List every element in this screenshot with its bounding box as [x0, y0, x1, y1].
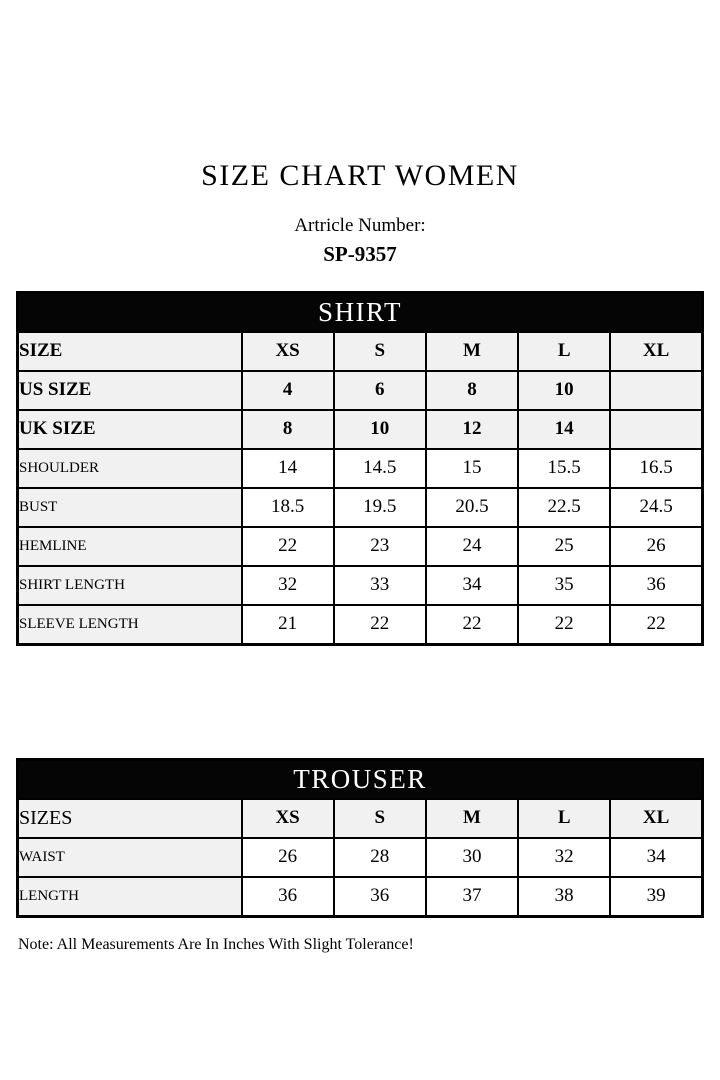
table-row — [18, 605, 703, 645]
value-cell: 26 — [610, 527, 702, 566]
value-cell: 34 — [426, 566, 518, 605]
table-row — [18, 877, 703, 917]
row-label: WAIST — [18, 838, 242, 877]
value-cell: 15 — [426, 449, 518, 488]
table-row — [18, 449, 703, 488]
article-number-value: SP-9357 — [323, 241, 397, 266]
shirt-table-banner-row — [18, 292, 703, 332]
shirt-size-table — [16, 291, 704, 646]
value-cell: 38 — [518, 877, 610, 917]
value-cell: L — [518, 799, 610, 838]
value-cell: 16.5 — [610, 449, 702, 488]
value-cell: M — [426, 799, 518, 838]
value-cell: 22 — [610, 605, 702, 645]
value-cell: XL — [610, 799, 702, 838]
value-cell: 32 — [518, 838, 610, 877]
value-cell: 26 — [242, 838, 334, 877]
value-cell: 15.5 — [518, 449, 610, 488]
table-row — [18, 410, 703, 449]
value-cell: 24 — [426, 527, 518, 566]
measurement-note: Note: All Measurements Are In Inches With Slight Tolerance! — [18, 935, 414, 953]
value-cell: 22 — [518, 605, 610, 645]
row-label: HEMLINE — [18, 527, 242, 566]
value-cell: 10 — [334, 410, 426, 449]
row-label: SHOULDER — [18, 449, 242, 488]
value-cell: S — [334, 332, 426, 371]
value-cell: XS — [242, 799, 334, 838]
value-cell: 22 — [334, 605, 426, 645]
trouser-table-banner-row — [18, 759, 703, 799]
row-label: BUST — [18, 488, 242, 527]
value-cell: 39 — [610, 877, 702, 917]
article-number-label: Artricle Number: — [294, 215, 426, 236]
value-cell: 32 — [242, 566, 334, 605]
value-cell: 22 — [426, 605, 518, 645]
shirt-table-banner: SHIRT — [18, 292, 703, 332]
value-cell: 4 — [242, 371, 334, 410]
table-row — [18, 371, 703, 410]
value-cell: 23 — [334, 527, 426, 566]
value-cell: 36 — [334, 877, 426, 917]
table-row — [18, 527, 703, 566]
table-row — [18, 838, 703, 877]
value-cell: M — [426, 332, 518, 371]
value-cell: 19.5 — [334, 488, 426, 527]
row-label: SLEEVE LENGTH — [18, 605, 242, 645]
value-cell: 14 — [242, 449, 334, 488]
value-cell: 35 — [518, 566, 610, 605]
value-cell: 21 — [242, 605, 334, 645]
value-cell: XS — [242, 332, 334, 371]
row-label: SHIRT LENGTH — [18, 566, 242, 605]
trouser-table-banner: TROUSER — [18, 759, 703, 799]
row-label: US SIZE — [18, 371, 242, 410]
value-cell: 36 — [610, 566, 702, 605]
value-cell: 18.5 — [242, 488, 334, 527]
value-cell: 24.5 — [610, 488, 702, 527]
value-cell: L — [518, 332, 610, 371]
value-cell: 22.5 — [518, 488, 610, 527]
value-cell: 12 — [426, 410, 518, 449]
value-cell: 28 — [334, 838, 426, 877]
value-cell: XL — [610, 332, 702, 371]
value-cell: S — [334, 799, 426, 838]
value-cell: 37 — [426, 877, 518, 917]
page-title: SIZE CHART WOMEN — [201, 159, 519, 192]
table-row — [18, 332, 703, 371]
value-cell: 22 — [242, 527, 334, 566]
value-cell: 8 — [426, 371, 518, 410]
value-cell: 14.5 — [334, 449, 426, 488]
value-cell: 14 — [518, 410, 610, 449]
row-label: LENGTH — [18, 877, 242, 917]
value-cell — [610, 410, 702, 449]
trouser-size-table — [16, 758, 704, 918]
value-cell — [610, 371, 702, 410]
value-cell: 6 — [334, 371, 426, 410]
value-cell: 30 — [426, 838, 518, 877]
value-cell: 10 — [518, 371, 610, 410]
value-cell: 20.5 — [426, 488, 518, 527]
row-label: UK SIZE — [18, 410, 242, 449]
table-row — [18, 488, 703, 527]
row-label: SIZES — [18, 799, 242, 838]
table-row — [18, 799, 703, 838]
row-label: SIZE — [18, 332, 242, 371]
value-cell: 25 — [518, 527, 610, 566]
value-cell: 33 — [334, 566, 426, 605]
value-cell: 36 — [242, 877, 334, 917]
value-cell: 34 — [610, 838, 702, 877]
table-row — [18, 566, 703, 605]
value-cell: 8 — [242, 410, 334, 449]
